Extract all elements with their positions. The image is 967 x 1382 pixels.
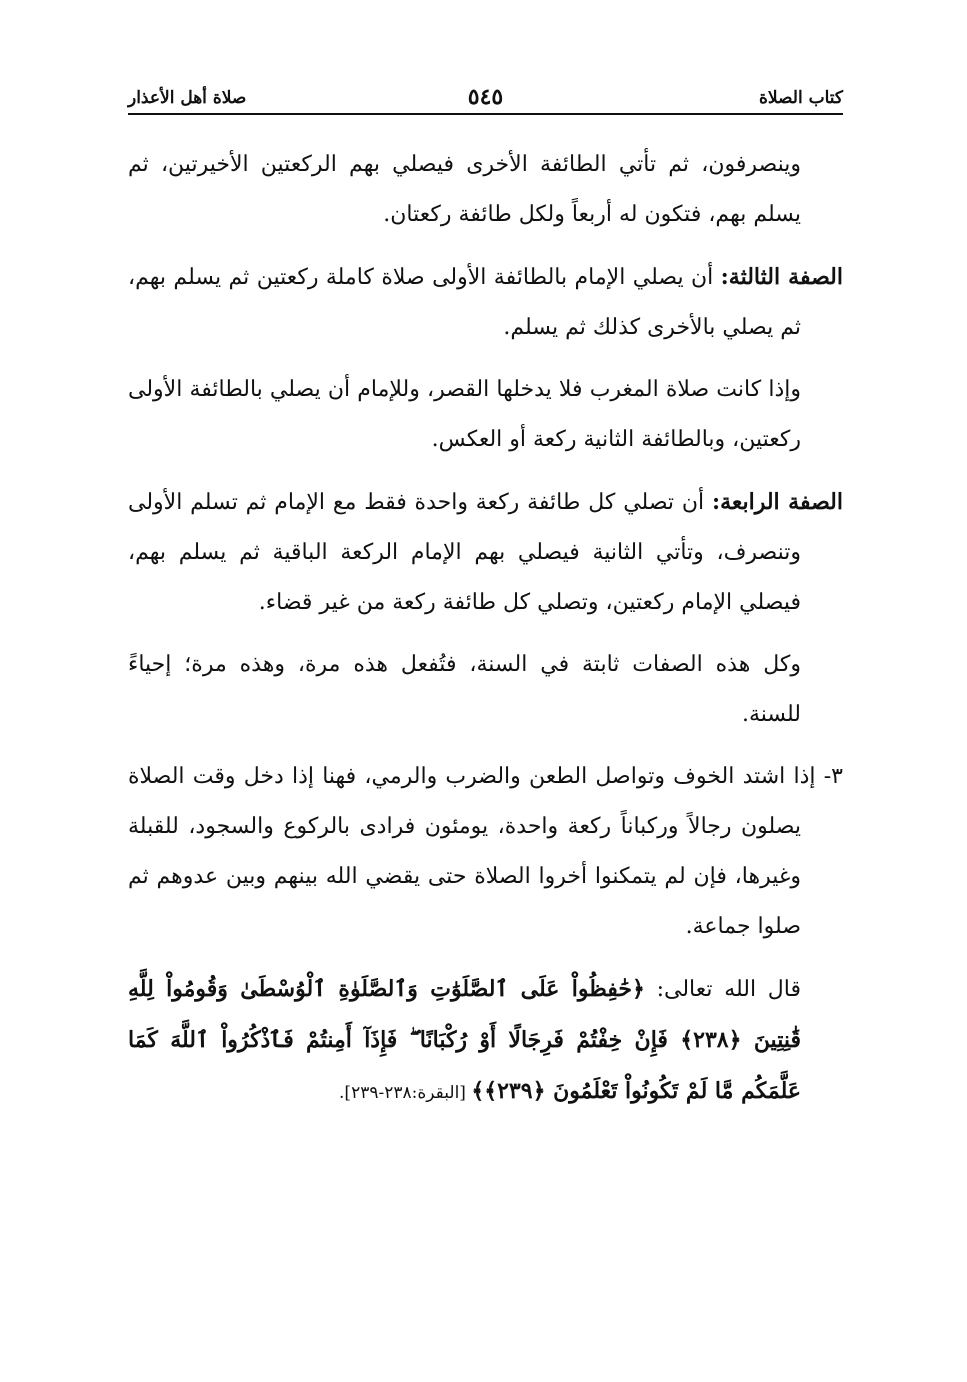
paragraph-maghrib: وإذا كانت صلاة المغرب فلا يدخلها القصر، وللإمام أن يصلي بالطائفة الأولى ركعتين، وبالطائفة الثانية ركعة أو العكس.	[128, 377, 801, 452]
quran-reference: [البقرة:٢٣٨-٢٣٩].	[339, 1083, 472, 1103]
paragraph-item-3: ٣- إذا اشتد الخوف وتواصل الطعن والضرب والرمي، فهنا إذا دخل وقت الصلاة يصلون رجالاً وركباناً ركعة واحدة، يومئون فرادى بالركوع والسجود، للقبلة وغيرها، فإن لم يتمكنوا أخروا الصلاة حتى يقضي الله بينهم وبين عدوهم ثم صلوا جماعة.	[128, 764, 843, 939]
section-title: صلاة أهل الأعذار	[128, 88, 247, 108]
header-divider	[128, 113, 843, 115]
fourth-form-text: أن تصلي كل طائفة ركعة واحدة فقط مع الإمام ثم تسلم الأولى وتنصرف، وتأتي الثانية فيصلي بهم الإمام الركعة الباقية ثم يسلم بهم، فيصلي الإمام ركعتين، وتصلي كل طائفة ركعة من غير قضاء.	[128, 490, 801, 615]
third-form-text: أن يصلي الإمام بالطائفة الأولى صلاة كاملة ركعتين ثم يسلم بهم، ثم يصلي بالأخرى كذلك ثم يسلم.	[128, 265, 801, 340]
page-body	[128, 140, 843, 1118]
paragraph-sunnah-note: وكل هذه الصفات ثابتة في السنة، فتُفعل هذه مرة، وهذه مرة؛ إحياءً للسنة.	[128, 652, 801, 727]
paragraph-fourth-form	[128, 477, 843, 628]
quran-verse: ﴿حَٰفِظُواْ عَلَى ٱلصَّلَوَٰتِ وَٱلصَّلَوٰةِ ٱلْوُسْطَىٰ وَقُومُواْ لِلَّهِ قَٰنِتِينَ ﴿٢٣٨﴾ فَإِنْ خِفْتُمْ فَرِجَالًا أَوْ رُكْبَانًا ۖ فَإِذَآ أَمِنتُمْ فَٱذْكُرُواْ ٱللَّهَ كَمَا عَلَّمَكُم مَّا لَمْ تَكُونُواْ تَعْلَمُونَ ﴿٢٣٩﴾﴾	[128, 976, 801, 1104]
fourth-form-heading: الصفة الرابعة:	[711, 489, 843, 515]
third-form-heading: الصفة الثالثة:	[720, 264, 843, 290]
quran-quote	[128, 964, 843, 1118]
page-number: ٥٤٥	[467, 84, 504, 110]
paragraph-continuation: وينصرفون، ثم تأتي الطائفة الأخرى فيصلي بهم الركعتين الأخيرتين، ثم يسلم بهم، فتكون له أربعاً ولكل طائفة ركعتان.	[128, 152, 801, 227]
quran-intro: قال الله تعالى:	[644, 977, 801, 1002]
page-header	[128, 84, 843, 112]
book-title: كتاب الصلاة	[758, 88, 843, 108]
paragraph-third-form	[128, 252, 843, 353]
